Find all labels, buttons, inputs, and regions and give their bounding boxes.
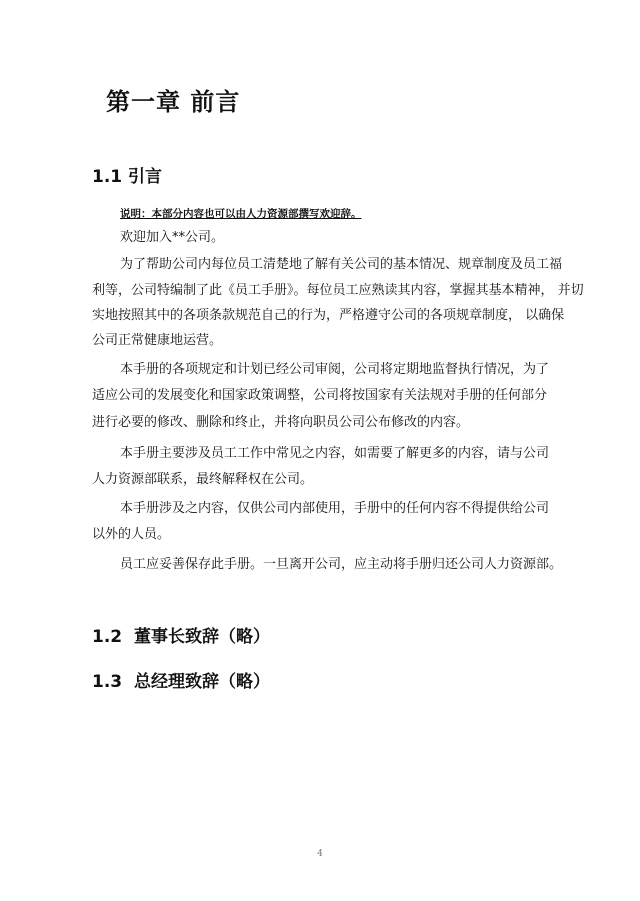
page-number: 4 [317, 849, 323, 859]
section-number: 1.1 [92, 167, 123, 187]
note-text: 说明：本部分内容也可以由人力资源部撰写欢迎辞。 [120, 208, 362, 220]
paragraph-line: 本手册的各项规定和计划已经公司审阅，公司将定期地监督执行情况，为了 [120, 362, 550, 377]
section-title: 引言 [128, 167, 163, 187]
paragraph-line: 公司正常健康地运营。 [92, 333, 223, 348]
section-heading-1-1 [92, 162, 162, 187]
chapter-title: 第一章 前言 [106, 88, 241, 116]
paragraph-line: 为了帮助公司内每位员工清楚地了解有关公司的基本情况、规章制度及员工福 [120, 257, 563, 272]
section-title: 董事长致辞（略） [133, 627, 270, 647]
section-number: 1.3 [92, 672, 123, 692]
paragraph-line: 员工应妥善保存此手册。一旦离开公司，应主动将手册归还公司人力资源部。 [120, 557, 563, 572]
paragraph-line: 人力资源部联系，最终解释权在公司。 [92, 472, 314, 487]
paragraph-line: 适应公司的发展变化和国家政策调整，公司将按国家有关法规对手册的任何部分 [92, 388, 548, 403]
section-heading-1-3 [92, 667, 270, 692]
paragraph-line: 利等，公司特编制了此《员工手册》。每位员工应熟读其内容，掌握其基本精神， 并切 [92, 283, 584, 298]
section-number: 1.2 [92, 627, 123, 647]
section-title: 总经理致辞（略） [133, 672, 270, 692]
section-heading-1-2 [92, 622, 270, 647]
paragraph-line: 以外的人员。 [92, 527, 171, 542]
paragraph-line: 欢迎加入**公司。 [120, 230, 225, 245]
paragraph-line: 本手册涉及之内容，仅供公司内部使用，手册中的任何内容不得提供给公司 [120, 501, 550, 516]
paragraph-line: 实地按照其中的各项条款规范自己的行为，严格遵守公司的各项规章制度， 以确保 [92, 308, 565, 323]
paragraph-line: 进行必要的修改、删除和终止，并将向职员公司公布修改的内容。 [92, 415, 470, 430]
paragraph-line: 本手册主要涉及员工工作中常见之内容，如需要了解更多的内容，请与公司 [120, 446, 550, 461]
